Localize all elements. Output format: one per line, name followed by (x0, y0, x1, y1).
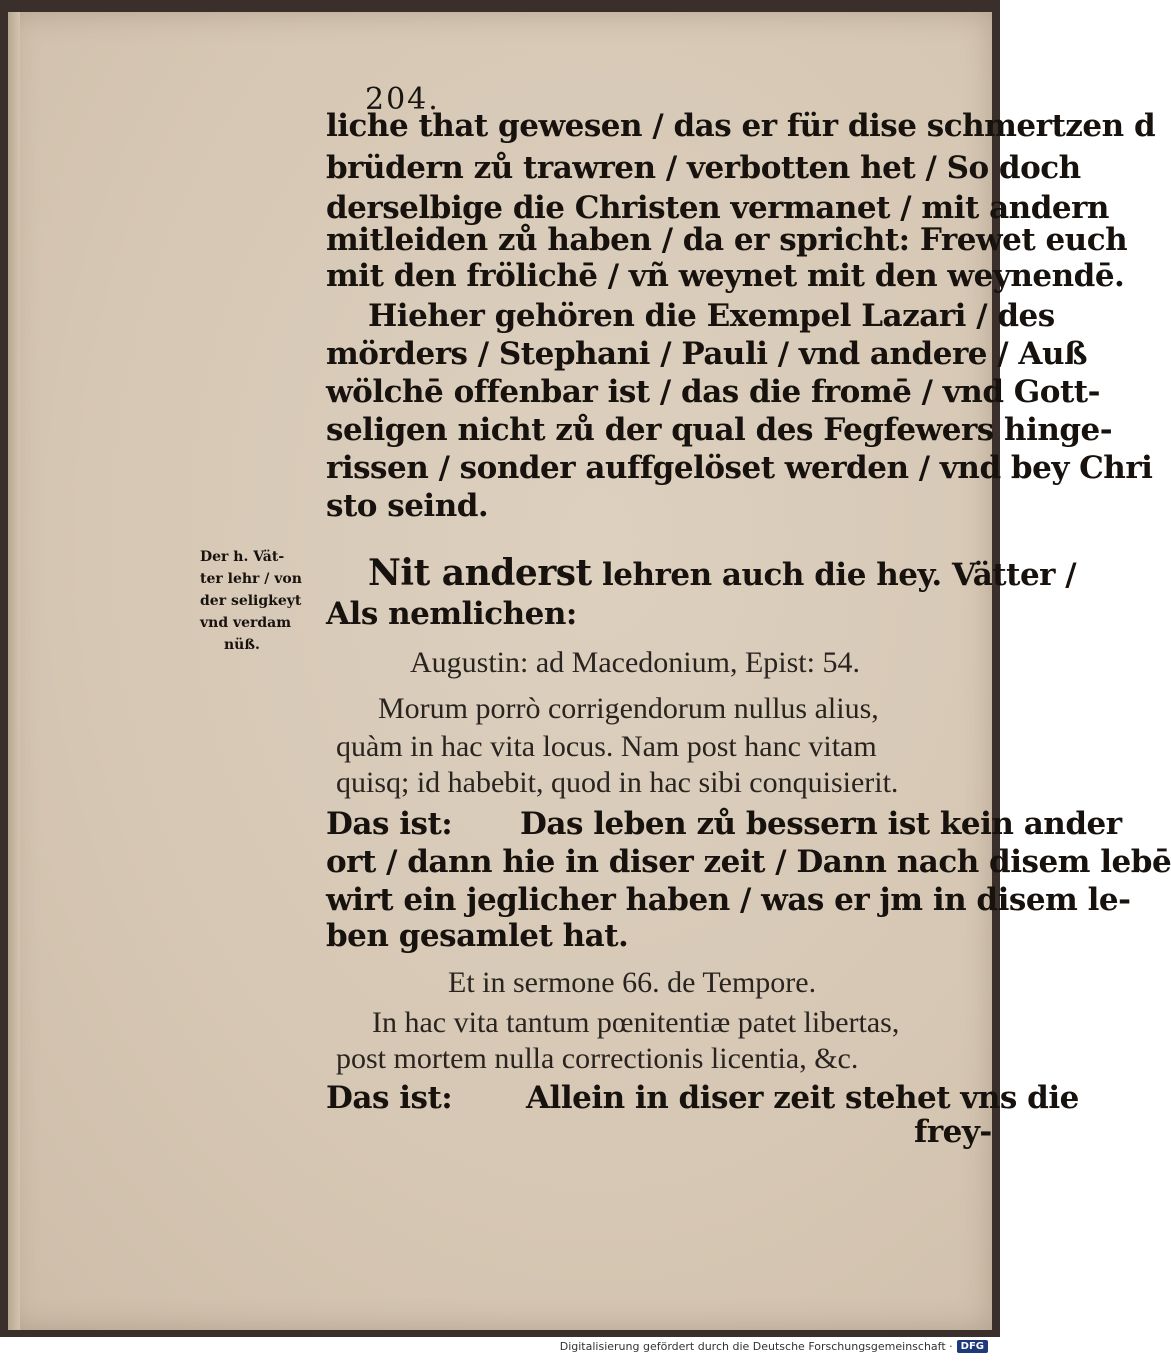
body-line: mörders / Stephani / Pauli / vnd andere / Auß (326, 336, 1088, 372)
margin-note-line: nüß. (224, 637, 260, 653)
footer-text: Digitalisierung gefördert durch die Deutsche Forschungsgemeinschaft · (559, 1340, 953, 1353)
body-line: seligen nicht zů der qual des Fegfewers hinge- (326, 412, 1113, 448)
das-ist-label: Das ist: (326, 806, 453, 842)
citation: Augustin: ad Macedonium, Epist: 54. (410, 646, 860, 679)
margin-note (200, 546, 330, 656)
latin-line: quàm in hac vita locus. Nam post hanc vitam (336, 730, 877, 763)
body-line: rissen / sonder auffgelöset werden / vnd bey Chri (326, 450, 1153, 486)
body-line: mit den frölichē / vñ weynet mit den weynendē. (326, 258, 1125, 294)
body-line: wölchē offenbar ist / das die fromē / vnd Gott- (326, 374, 1100, 410)
footer-credit (560, 1340, 988, 1353)
latin-line: Morum porrò corrigendorum nullus alius, (378, 692, 879, 725)
body-line: wirt ein jeglicher haben / was er jm in disem le- (326, 882, 1131, 918)
margin-note-line: vnd verdam (200, 615, 292, 631)
citation: Et in sermone 66. de Tempore. (448, 966, 817, 999)
body-line: liche that gewesen / das er für dise schmertzen d (326, 108, 1156, 144)
body-line: Das leben zů bessern ist kein ander (520, 806, 1122, 842)
body-line: ben gesamlet hat. (326, 918, 629, 954)
margin-note-line: Der h. Vät- (200, 549, 285, 565)
margin-note-line: der seligkeyt (200, 593, 302, 609)
body-line: brüdern zů trawren / verbotten het / So doch (326, 150, 1081, 186)
page-edge (8, 12, 20, 1330)
section-heading-line2: Als nemlichen: (326, 596, 577, 632)
page-number: 204. (365, 82, 440, 117)
section-heading-initial: Nit anderst (368, 552, 592, 594)
body-line: Hieher gehören die Exempel Lazari / des (368, 298, 1055, 334)
body-line: ort / dann hie in diser zeit / Dann nach disem lebē (326, 844, 1171, 880)
latin-line: quisq; id habebit, quod in hac sibi conquisierit. (336, 766, 899, 799)
body-line: sto seind. (326, 488, 489, 524)
catchword: frey- (914, 1114, 992, 1150)
body-line: mitleiden zů haben / da er spricht: Frewet euch (326, 222, 1128, 258)
margin-note-line: ter lehr / von (200, 571, 302, 587)
body-line: Allein in diser zeit stehet vns die (526, 1080, 1079, 1116)
das-ist-label: Das ist: (326, 1080, 453, 1116)
section-heading-text: lehren auch die hey. Vätter / (591, 557, 1077, 593)
dfg-logo-icon: DFG (957, 1340, 988, 1353)
latin-line: In hac vita tantum pœnitentiæ patet libertas, (372, 1006, 900, 1039)
section-heading (368, 552, 1076, 594)
latin-line: post mortem nulla correctionis licentia, &c. (336, 1042, 859, 1075)
body-line: derselbige die Christen vermanet / mit andern (326, 190, 1109, 226)
